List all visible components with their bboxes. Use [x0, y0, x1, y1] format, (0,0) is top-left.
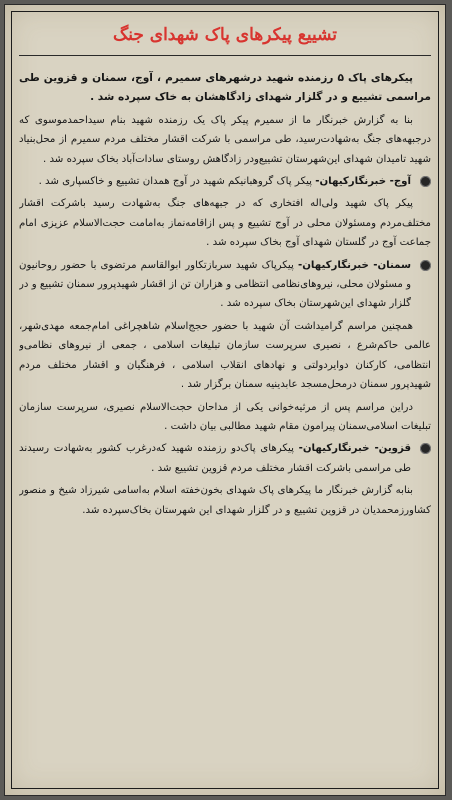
headline-rule [19, 55, 431, 56]
paragraph-text: پیکرپاک شهید سربازتکاور ابوالقاسم مرتضوی با حضور روحانیون و مسئولان محلی، نیروهای‌نظامی انتظامی و هزاران تن از اقشار شهیدپرور سمنان تشییع و در گلزار شهدای این‌شهرستان بخاک سپرده شد . [19, 259, 411, 310]
paragraph-text: همچنین مراسم گرامیداشت آن شهید با حضور حجج‌اسلام شاهچراغی امام‌جمعه مهدی‌شهر، عالمی حاکم‌شرع ، نصیری سرپرست سازمان تبلیغات اسلامی ، جمعی از نیروهای نظامی‌و انتظامی، کارکنان دوایردولتی و نهادهای انقلاب اسلامی ، فرهنگیان و اقشار مختلف مردم شهیدپرور سمنان درمحل‌مسجد عابدینیه سمنان برگزار شد . [19, 320, 431, 391]
lead-paragraph: پیکرهای پاک ۵ رزمنده شهید درشهرهای سمیرم ، آوج، سمنان و قزوین طی مراسمی تشییع و در گلزار شهدای زادگاهشان به خاک سپرده شد . [19, 72, 431, 104]
paragraph-text: بنا به گزارش خبرنگار ما از سمیرم پیکر پاک یک رزمنده شهید بنام سیداحمدموسوی که درجبهه‌های جنگ به‌شهادت‌رسید، طی مراسمی با شرکت اقشار مختلف مردم سمیرم از محل‌بنیاد شهید تامیدان شهدای این‌شهرستان تشییع‌ودر زادگاهش روستای سادات‌آباد بخاک سپرده شد . [19, 114, 431, 165]
paragraph-text: پیکر پاک گروهبانیکم شهید در آوج همدان تشییع و خاکسپاری شد . [38, 176, 316, 188]
newspaper-clipping [5, 5, 445, 795]
article-paragraph [19, 317, 431, 395]
article-paragraph [19, 111, 431, 169]
dateline-tag: قزوین- خبرنگارکیهان- [298, 443, 412, 455]
bullet-dot-icon [420, 443, 431, 454]
article-paragraph [19, 398, 431, 437]
dateline-tag: سمنان- خبرنگارکیهان- [297, 259, 412, 271]
article-body [19, 69, 431, 781]
article-paragraph [19, 439, 431, 478]
paragraph-text: پیکرهای پاک‌دو رزمنده شهید که‌درغرب کشور به‌شهادت رسیدند‌ طی مراسمی باشرکت اقشار مختلف مردم قزوین تشییع شد . [19, 443, 411, 474]
article-paragraph [19, 172, 431, 191]
article-paragraph [19, 194, 431, 252]
bullet-dot-icon [420, 176, 431, 187]
bullet-dot-icon [420, 260, 431, 271]
paragraph-text: دراین مراسم پس از مرثیه‌خوانی یکی از مداحان حجت‌الاسلام نصیری، سرپرست سازمان تبلیغات اسلامی‌سمنان پیرامون مقام شهید مطالبی بیان داشت . [19, 401, 431, 432]
article-paragraph [19, 256, 431, 314]
paragraph-text: پیکر پاک شهید ولی‌اله افتخاری که در جبهه‌های جنگ به‌شهادت رسید باشرکت اقشار مختلف‌مردم ومسئولان محلی در آوج تشییع و پس ازاقامه‌نماز به‌امامت حجت‌الاسلام عزیزی امام جماعت آوج در گلستان شهدای آوج بخاک سپرده شد . [19, 198, 431, 249]
headline: تشییع پیکرهای پاک شهدای جنگ [113, 25, 337, 45]
paragraph-text: بنابه گزارش خبرنگار ما پیکرهای پاک شهدای بخون‌خفته اسلام به‌اسامی شیرزاد شیخ و منصور کشاورزمحمدیان در قزوین تشییع و در گلزار شهدای این شهرستان بخاک‌سپرده شد. [19, 485, 431, 516]
article-paragraphs [19, 111, 431, 520]
dateline-tag: آوج- خبرنگارکیهان- [315, 176, 411, 188]
article-paragraph [19, 481, 431, 520]
